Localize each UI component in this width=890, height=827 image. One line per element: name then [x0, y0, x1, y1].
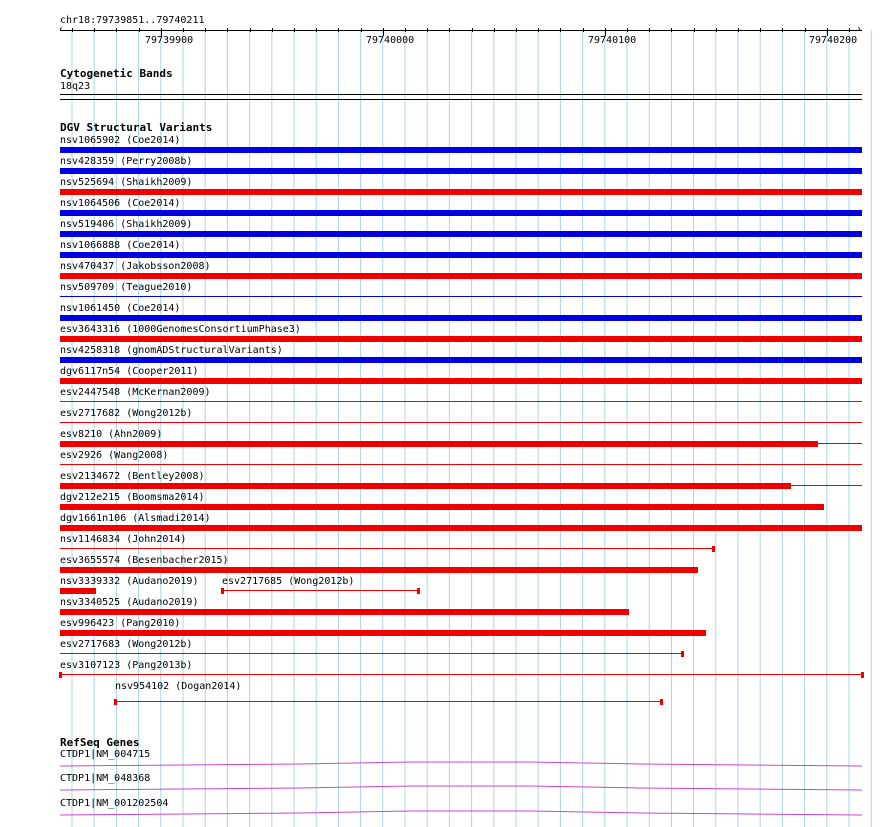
cyto-band-label[interactable]: 18q23 [60, 81, 91, 92]
variant-label[interactable]: esv3643316 (1000GenomesConsortiumPhase3) [60, 324, 301, 335]
variant-label[interactable]: nsv1061450 (Coe2014) [60, 303, 181, 314]
variant-label[interactable]: nsv1146834 (John2014) [60, 534, 187, 545]
variant-label[interactable]: esv2134672 (Bentley2008) [60, 471, 205, 482]
variant-label[interactable]: esv2926 (Wang2008) [60, 450, 169, 461]
variant-label[interactable]: nsv954102 (Dogan2014) [115, 681, 242, 692]
variant-label[interactable]: esv996423 (Pang2010) [60, 618, 181, 629]
scale-arrow-right-icon: › [856, 24, 863, 35]
tick-label-1: 79739900 [145, 35, 194, 46]
variant-label[interactable]: esv3655574 (Besenbacher2015) [60, 555, 229, 566]
cyto-title: Cytogenetic Bands [60, 67, 173, 80]
variant-label[interactable]: esv2717682 (Wong2012b) [60, 408, 193, 419]
variant-label[interactable]: nsv1065902 (Coe2014) [60, 135, 181, 146]
region-label: chr18:79739851..79740211 [60, 15, 205, 26]
gene-model-line[interactable] [60, 811, 862, 815]
variant-label[interactable]: nsv519406 (Shaikh2009) [60, 219, 193, 230]
dgv-title: DGV Structural Variants [60, 121, 213, 134]
variant-label[interactable]: nsv4258318 (gnomADStructuralVariants) [60, 345, 283, 356]
variant-label[interactable]: esv3107123 (Pang2013b) [60, 660, 193, 671]
variant-label[interactable]: nsv1066888 (Coe2014) [60, 240, 181, 251]
variant-label[interactable]: dgv6117n54 (Cooper2011) [60, 366, 199, 377]
variant-label[interactable]: esv2717683 (Wong2012b) [60, 639, 193, 650]
variant-label[interactable]: nsv428359 (Perry2008b) [60, 156, 193, 167]
variant-label[interactable]: esv2447548 (McKernan2009) [60, 387, 211, 398]
variant-label[interactable]: dgv1661n106 (Alsmadi2014) [60, 513, 211, 524]
scale-arrow-left-icon: ‹ [58, 24, 65, 35]
tick-label-2: 79740000 [366, 35, 415, 46]
gene-model-line[interactable] [60, 786, 862, 790]
variant-label[interactable]: dgv212e215 (Boomsma2014) [60, 492, 205, 503]
refseq-title: RefSeq Genes [60, 736, 140, 749]
gene-label[interactable]: CTDP1|NM_004715 [60, 749, 151, 760]
variant-label[interactable]: nsv509709 (Teague2010) [60, 282, 193, 293]
gene-model-line[interactable] [60, 762, 862, 766]
variant-label[interactable]: esv2717685 (Wong2012b) [222, 576, 355, 587]
variant-label[interactable]: esv8210 (Ahn2009) [60, 429, 163, 440]
tick-label-4: 79740200 [809, 35, 858, 46]
variant-label[interactable]: nsv1064506 (Coe2014) [60, 198, 181, 209]
variant-label[interactable]: nsv3340525 (Audano2019) [60, 597, 199, 608]
gene-label[interactable]: CTDP1|NM_048368 [60, 773, 151, 784]
variant-label[interactable]: nsv525694 (Shaikh2009) [60, 177, 193, 188]
gene-label[interactable]: CTDP1|NM_001202504 [60, 798, 169, 809]
variant-label[interactable]: nsv470437 (Jakobsson2008) [60, 261, 211, 272]
tick-label-3: 79740100 [588, 35, 637, 46]
variant-label[interactable]: nsv3339332 (Audano2019) [60, 576, 199, 587]
